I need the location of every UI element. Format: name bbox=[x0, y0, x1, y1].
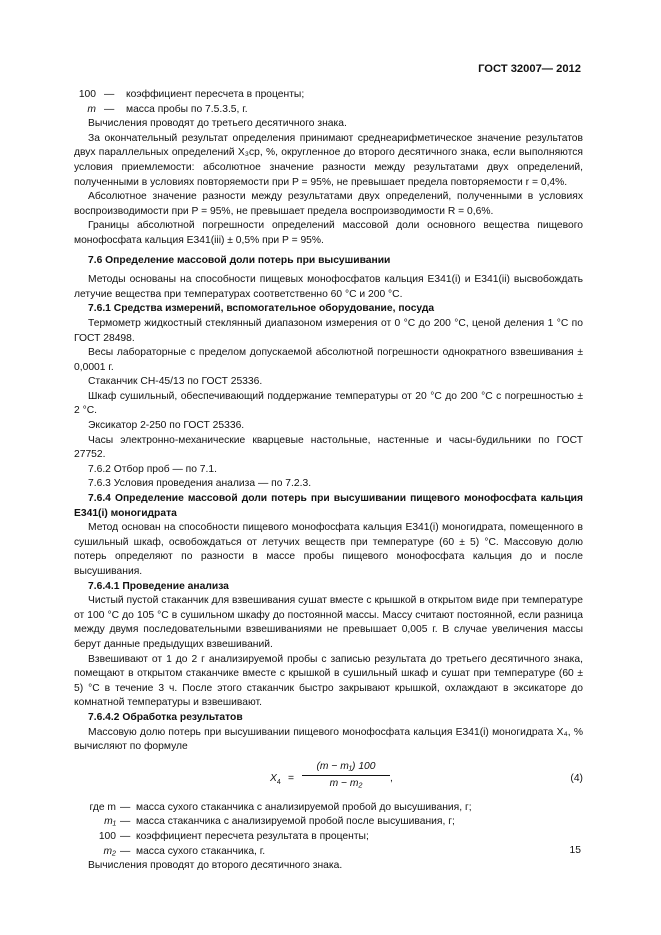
subsection-heading-7-6-4-1: 7.6.4.1 Проведение анализа bbox=[88, 580, 229, 592]
paragraph: Методы основаны на способности пищевых монофосфатов кальция Е341(i) и Е341(ii) высвобождать летучие вещества при температурах соответственно 60 °С и 200 °С. bbox=[74, 274, 583, 300]
paragraph: Термометр жидкостный стеклянный диапазоном измерения от 0 °С до 200 °С, ценой деления 1 °С по ГОСТ 28498. bbox=[74, 317, 583, 344]
definition-text: масса сухого стаканчика с анализируемой пробой до высушивания, г; bbox=[136, 801, 472, 813]
definition-symbol: m₁ bbox=[104, 816, 116, 828]
paragraph: Эксикатор 2-250 по ГОСТ 25336. bbox=[88, 420, 245, 432]
formula-number: (4) bbox=[570, 772, 583, 784]
paragraph: Абсолютное значение разности между результатами двух определений, полученными в условиях воспроизводимости при P = 95%, не превышает предела воспроизводимости R = 0,6%. bbox=[74, 191, 583, 217]
paragraph: Вычисления проводят до третьего десятичного знака. bbox=[88, 118, 347, 130]
definition-row bbox=[74, 88, 583, 103]
definition-text: коэффициент пересчета результата в проценты; bbox=[136, 830, 369, 842]
definition-text: масса сухого стаканчика, г. bbox=[136, 845, 266, 857]
definition-text: коэффициент пересчета в проценты; bbox=[126, 89, 305, 100]
section-heading-7-6: 7.6 Определение массовой доли потерь при высушивании bbox=[88, 254, 391, 266]
definition-symbol: 100 bbox=[98, 830, 116, 842]
subsection-heading-7-6-1: 7.6.1 Средства измерений, вспомогательное оборудование, посуда bbox=[88, 303, 435, 315]
paragraph: Границы абсолютной погрешности определений массовой доли основного вещества пищевого монофосфата кальция Е341(iii) ± 0,5% при P = 95%. bbox=[74, 220, 583, 246]
formula-comma: , bbox=[390, 772, 393, 784]
paragraph: Весы лабораторные с пределом допускаемой абсолютной погрешности однократного взвешивания ± 0,0001 г. bbox=[74, 347, 583, 373]
formula-lhs bbox=[270, 772, 281, 791]
page-body bbox=[74, 88, 583, 874]
standard-code-header: ГОСТ 32007— 2012 bbox=[478, 63, 581, 75]
paragraph: Вычисления проводят до второго десятичного знака. bbox=[88, 860, 343, 872]
definition-row bbox=[74, 801, 583, 816]
paragraph: 7.6.3 Условия проведения анализа — по 7.2.3. bbox=[88, 478, 312, 490]
definition-symbol: 100 bbox=[78, 89, 96, 100]
definition-symbol: где m bbox=[89, 801, 116, 813]
paragraph: Массовую долю потерь при высушивании пищевого монофосфата кальция Е341(i) моногидрата X₄, % вычисляют по формуле bbox=[74, 726, 583, 753]
subsection-heading-7-6-4-2: 7.6.4.2 Обработка результатов bbox=[88, 711, 243, 723]
paragraph: Шкаф сушильный, обеспечивающий поддержание температуры от 20 °С до 200 °С с погрешностью ± 2 °С. bbox=[74, 390, 583, 417]
paragraph: 7.6.2 Отбор проб — по 7.1. bbox=[88, 463, 217, 475]
formula-subscript: 4 bbox=[276, 778, 281, 786]
definition-dash: — bbox=[104, 89, 115, 100]
formula-4 bbox=[74, 759, 583, 799]
formula-denominator: m − m₂ bbox=[329, 778, 363, 790]
paragraph: За окончательный результат определения принимают среднеарифметическое значение результатов двух параллельных определений X₃ср, %, округленное до второго десятичного знака, если выполняются условия приемлемости: абсолютное значение разности между результатами двух определений, полученными в условиях повторяемости при P = 95%, не превышает предела повторяемости r = 0,4%. bbox=[74, 132, 583, 188]
definition-symbol: m bbox=[87, 103, 96, 115]
paragraph: Метод основан на способности пищевого монофосфата кальция Е341(i) моногидрата, помещенного в сушильный шкаф, освобождаться от летучих веществ при температуре (60 ± 5) °С. Массовую долю потерь определяют по разности в массе пробы пищевого монофосфата кальция до и после высушивания. bbox=[74, 522, 583, 577]
definition-dash: — bbox=[120, 830, 131, 842]
definition-row bbox=[74, 845, 583, 860]
definition-text: масса стаканчика с анализируемой пробой после высушивания, г; bbox=[136, 816, 455, 828]
definition-text: масса пробы по 7.5.3.5, г. bbox=[126, 103, 248, 115]
definition-dash: — bbox=[120, 816, 131, 828]
definition-symbol: m₂ bbox=[103, 845, 116, 857]
paragraph: Стаканчик СН-45/13 по ГОСТ 25336. bbox=[88, 376, 263, 388]
definition-dash: — bbox=[120, 845, 131, 857]
paragraph: Часы электронно-механические кварцевые настольные, настенные и часы-будильники по ГОСТ 27752. bbox=[74, 434, 583, 461]
subsection-heading-7-6-4: 7.6.4 Определение массовой доли потерь при высушивании пищевого монофосфата кальция Е341(i) моногидрата bbox=[74, 493, 583, 519]
definition-dash: — bbox=[104, 103, 115, 115]
definition-dash: — bbox=[120, 801, 131, 813]
paragraph: Взвешивают от 1 до 2 г анализируемой пробы с записью результата до третьего десятичного знака, помещают в открытом стаканчике вместе с крышкой в сушильный шкаф и сушат при температуре (60 ± 5) °С в течение 3 ч. После этого стаканчик быстро закрывают крышкой, охлаждают в эксикаторе до комнатной температуры и взвешивают. bbox=[74, 653, 583, 709]
definition-row bbox=[74, 830, 583, 845]
page-number: 15 bbox=[569, 845, 581, 856]
paragraph: Чистый пустой стаканчик для взвешивания сушат вместе с крышкой в открытом виде при температуре от 100 °С до 105 °С в сушильном шкафу до постоянной массы. Массу считают постоянной, если разница между двумя последовательными взвешиваниями не превышает 0,005 г. В случае увеличения массы берут данные предыдущих взвешиваний. bbox=[74, 595, 583, 650]
definition-row bbox=[74, 103, 583, 118]
formula-numerator: (m − m₁) 100 bbox=[302, 760, 390, 777]
formula-equals: = bbox=[288, 772, 295, 784]
formula-fraction bbox=[302, 760, 390, 792]
definition-row bbox=[74, 815, 583, 830]
formula-variable: X bbox=[270, 772, 277, 784]
